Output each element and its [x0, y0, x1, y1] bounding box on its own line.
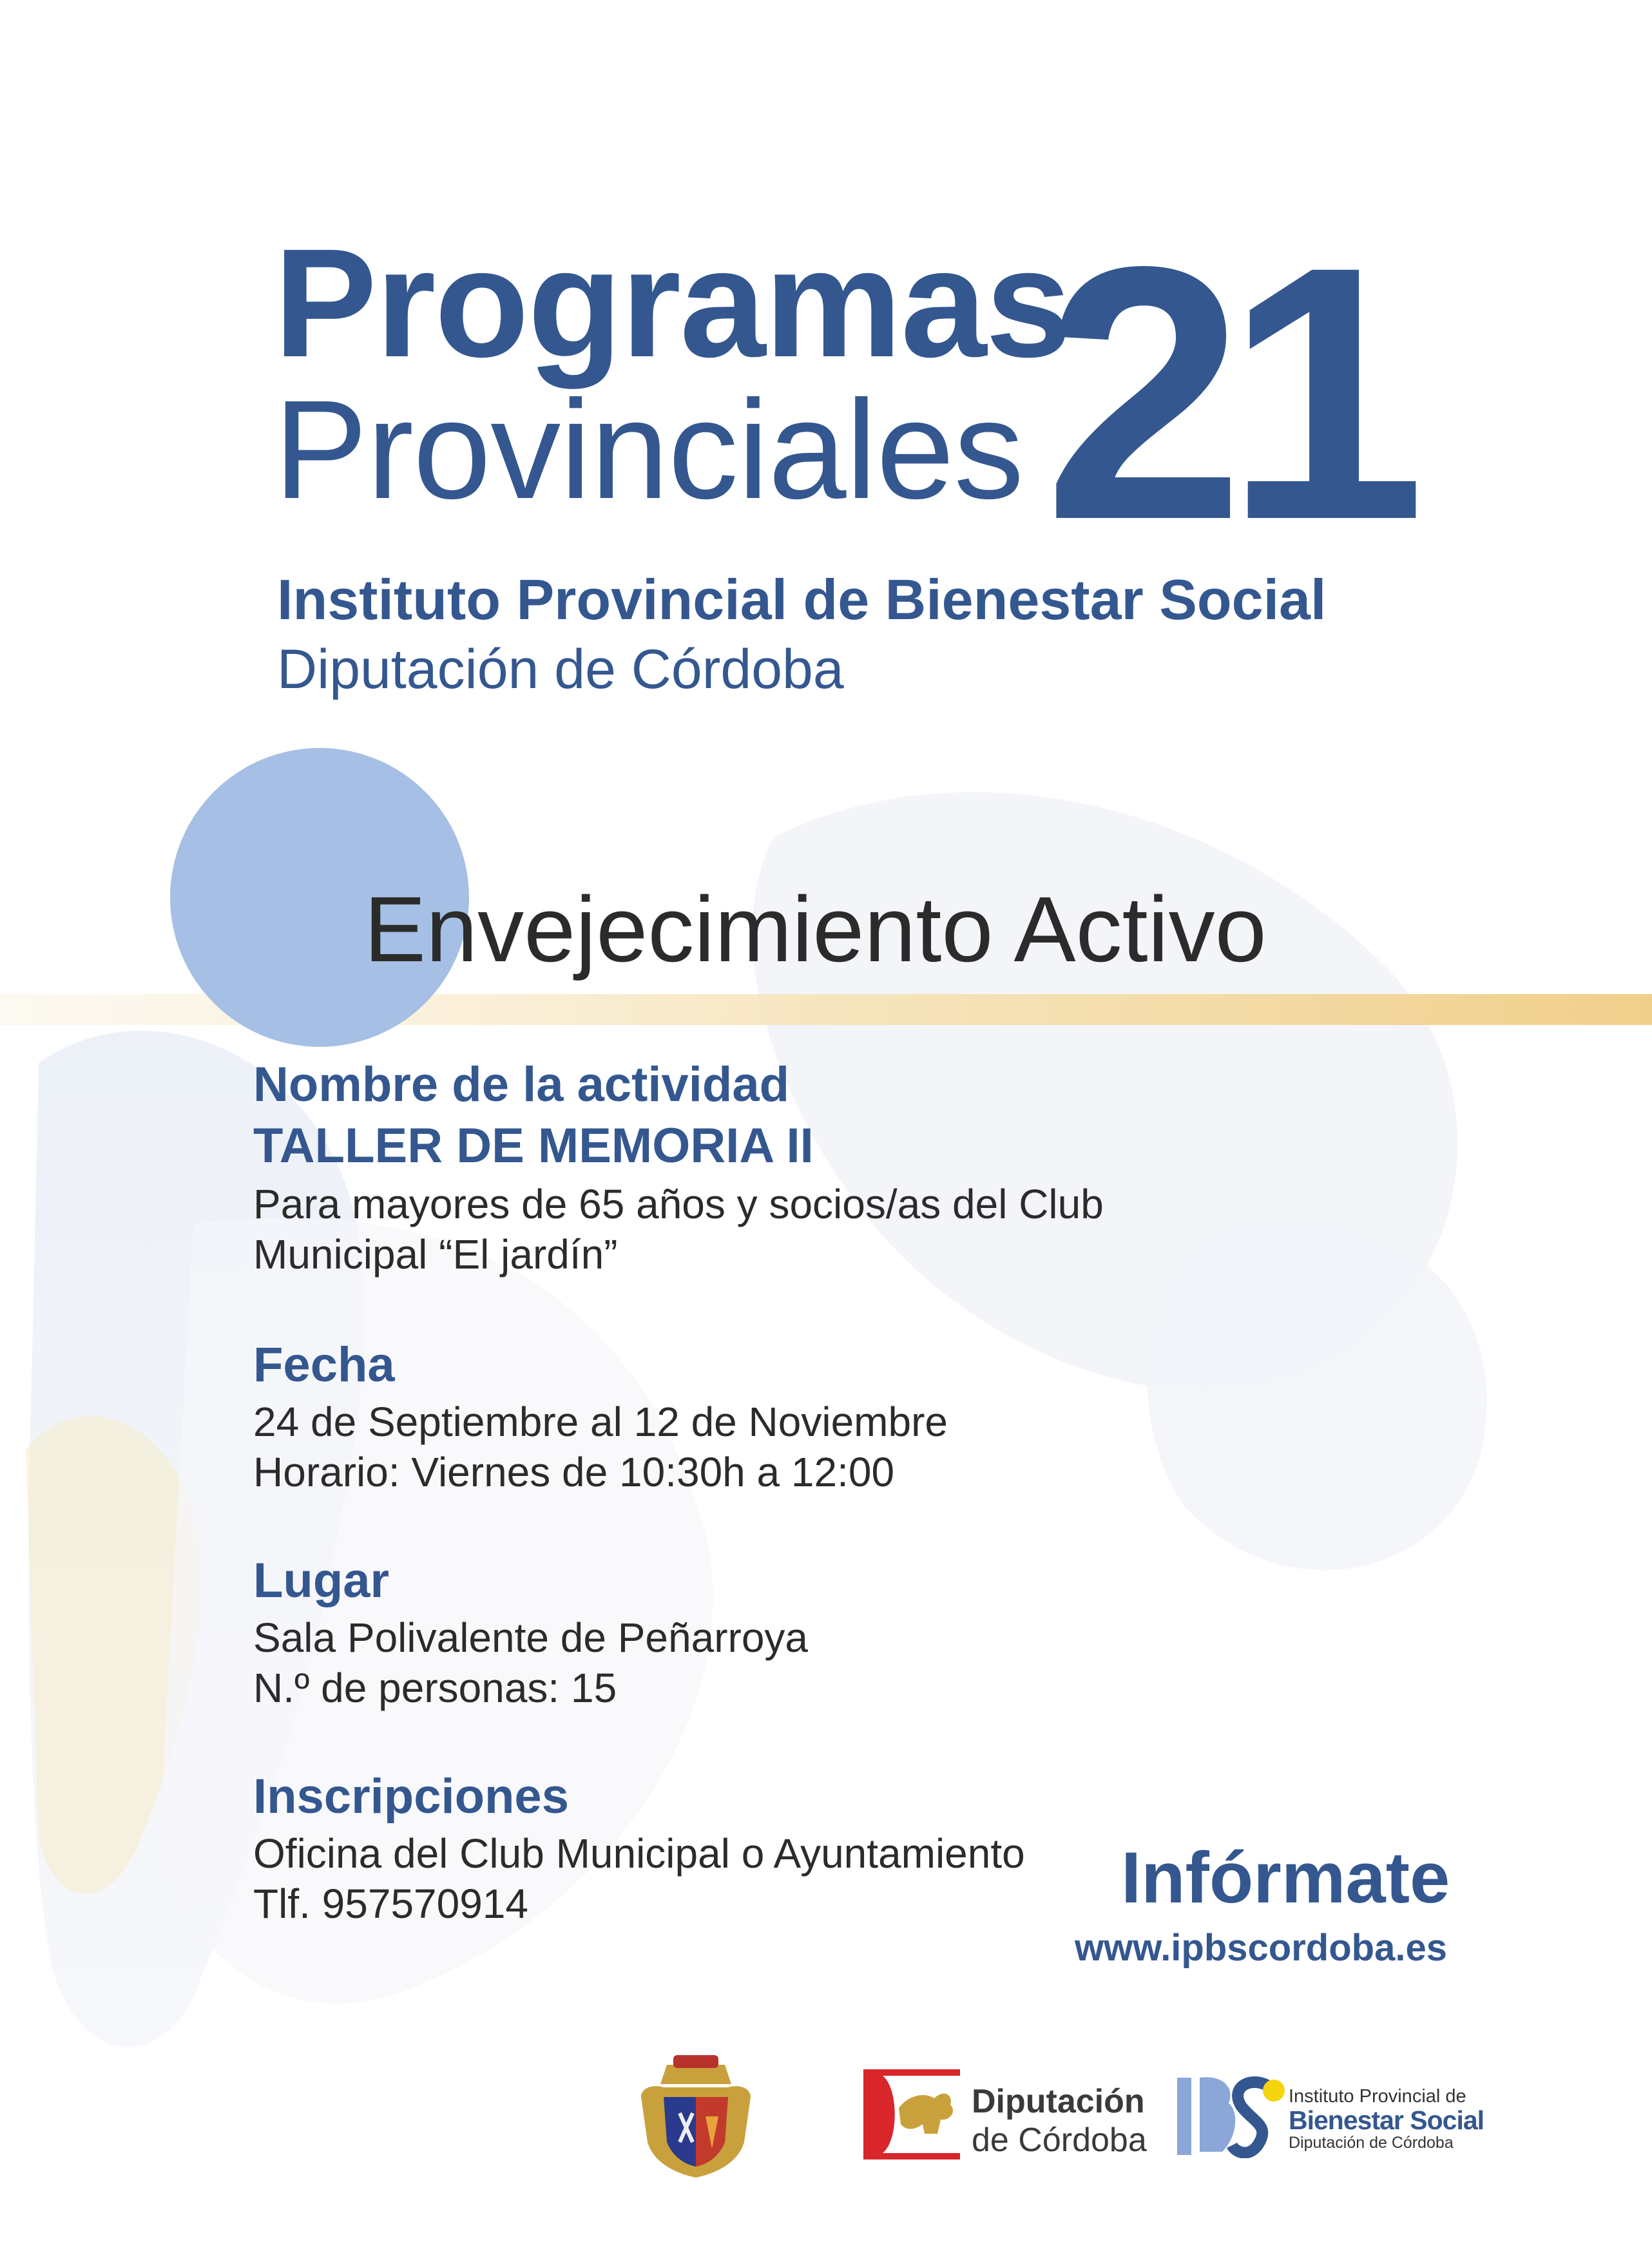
ipbs-logo-text-line1: Instituto Provincial de — [1289, 2086, 1466, 2107]
title-number: 21 — [1044, 191, 1407, 595]
section-title: Envejecimiento Activo — [364, 877, 1267, 981]
capacity-line: N.º de personas: 15 — [253, 1665, 617, 1711]
registration-line1: Oficina del Club Municipal o Ayuntamiento — [253, 1830, 1025, 1877]
date-line1: 24 de Septiembre al 12 de Noviembre — [253, 1399, 948, 1445]
website-link[interactable]: www.ipbscordoba.es — [1075, 1927, 1447, 1969]
title-provinciales: Provinciales — [274, 372, 1024, 528]
informate-heading: Infórmate — [1121, 1837, 1450, 1918]
registration-phone: Tlf. 957570914 — [253, 1881, 528, 1927]
diputacion-logo-text-line2: de Córdoba — [972, 2121, 1147, 2159]
activity-desc-line1: Para mayores de 65 años y socios/as del Club — [253, 1181, 1104, 1227]
registration-label: Inscripciones — [253, 1769, 569, 1824]
title-programas: Programas — [274, 216, 1070, 389]
date-label: Fecha — [253, 1337, 395, 1392]
activity-desc-line2: Municipal “El jardín” — [253, 1231, 618, 1278]
ipbs-logo-icon — [1174, 2071, 1287, 2158]
municipal-coat-of-arms-icon — [628, 2052, 764, 2181]
activity-label: Nombre de la actividad — [253, 1057, 790, 1112]
ipbs-logo-text-line3: Diputación de Córdoba — [1289, 2134, 1454, 2152]
activity-name: TALLER DE MEMORIA II — [253, 1118, 814, 1173]
diputacion-logo-text-line1: Diputación — [972, 2083, 1145, 2120]
schedule-line: Horario: Viernes de 10:30h a 12:00 — [253, 1449, 895, 1495]
institute-subtitle: Diputación de Córdoba — [277, 638, 844, 700]
institute-name: Instituto Provincial de Bienestar Social — [277, 568, 1327, 631]
place-label: Lugar — [253, 1553, 390, 1608]
ipbs-logo-text-line2: Bienestar Social — [1289, 2105, 1484, 2135]
place-line1: Sala Polivalente de Peñarroya — [253, 1614, 808, 1661]
diputacion-cordoba-logo-icon — [863, 2069, 960, 2159]
